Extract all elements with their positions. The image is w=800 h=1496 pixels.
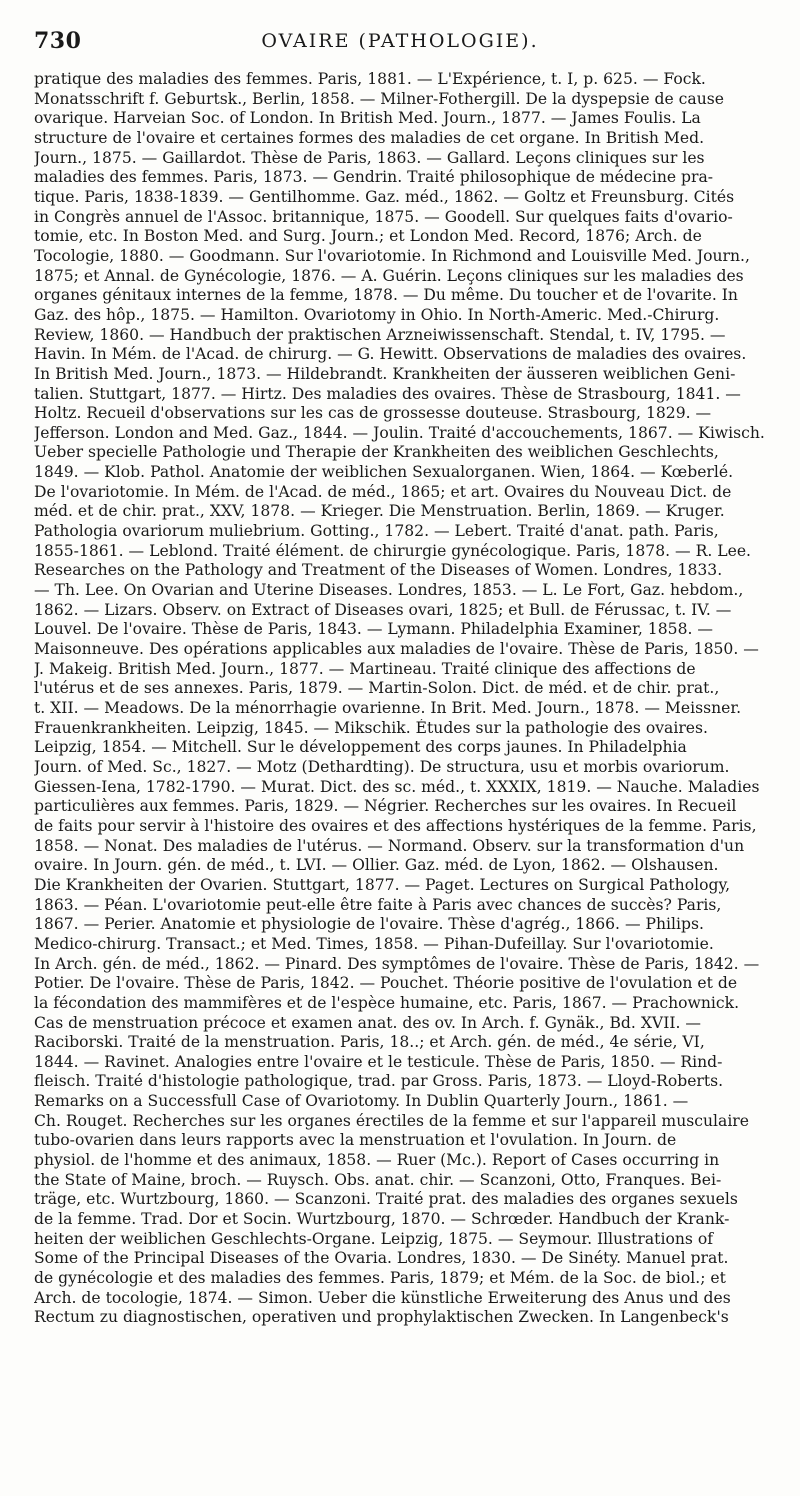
text-line: Havin. In Mém. de l'Acad. de chirurg. — G. Hewitt. Observations de maladies des ovaires. [34,345,747,364]
text-line: particulières aux femmes. Paris, 1829. — Négrier. Recherches sur les ovaires. In Recueil [34,797,737,816]
text-line: Gaz. des hôp., 1875. — Hamilton. Ovariotomy in Ohio. In North-Americ. Med.-Chirurg. [34,305,720,324]
text-line: Remarks on a Successfull Case of Ovariotomy. In Dublin Quarterly Journ., 1861. — [34,1092,689,1111]
text-line: Holtz. Recueil d'observations sur les cas de grossesse douteuse. Strasbourg, 1829. — [34,404,712,423]
text-line: t. XII. — Meadows. De la ménorrhagie ovarienne. In Brit. Med. Journ., 1878. — Meissner. [34,699,742,717]
text-line: 1863. — Péan. L'ovariotomie peut-elle être faite à Paris avec chances de succès? Paris, [34,895,722,914]
text-line: Frauenkrankheiten. Leipzig, 1845. — Mikschik. Études sur la pathologie des ovaires. [34,718,708,737]
text-line: Giessen-Iena, 1782-1790. — Murat. Dict. des sc. méd., t. XXXIX, 1819. — Nauche. Maladies [34,777,760,796]
text-line: 1858. — Nonat. Des maladies de l'utérus. — Normand. Observ. sur la transformation d'un [34,836,745,855]
text-line: 1844. — Ravinet. Analogies entre l'ovaire et le testicule. Thèse de Paris, 1850. — Rind- [34,1052,723,1071]
text-line: J. Makeig. British Med. Journ., 1877. — Martineau. Traité clinique des affections de [34,659,696,678]
page-number: 730 [34,28,82,54]
text-line: heiten der weiblichen Geschlechts-Organe. Leipzig, 1875. — Seymour. Illustrations of [34,1229,713,1248]
text-line: Review, 1860. — Handbuch der praktischen Arzneiwissenschaft. Stendal, t. IV, 1795. — [34,325,726,344]
text-line: de gynécologie et des maladies des femmes. Paris, 1879; et Mém. de la Soc. de biol.; et [34,1269,726,1288]
text-line: 1875; et Annal. de Gynécologie, 1876. — A. Guérin. Leçons cliniques sur les maladies des [34,266,744,285]
text-line: the State of Maine, broch. — Ruysch. Obs. anat. chir. — Scanzoni, Otto, Franques. Bei- [34,1170,722,1189]
text-line: tique. Paris, 1838-1839. — Gentilhomme. Gaz. méd., 1862. — Goltz et Freunsburg. Cités [34,187,735,206]
text-line: Monatsschrift f. Geburtsk., Berlin, 1858. — Milner-Fothergill. De la dyspepsie de cause [34,89,724,108]
text-line: in Congrès annuel de l'Assoc. britannique, 1875. — Goodell. Sur quelques faits d'ovario- [34,207,733,226]
text-line: ovaire. In Journ. gén. de méd., t. LVI. — Ollier. Gaz. méd. de Lyon, 1862. — Olshausen. [34,856,719,875]
text-line: De l'ovariotomie. In Mém. de l'Acad. de méd., 1865; et art. Ovaires du Nouveau Dict. de [34,482,732,501]
text-line: Journ., 1875. — Gaillardot. Thèse de Paris, 1863. — Gallard. Leçons cliniques sur les [34,148,705,167]
text-line: pratique des maladies des femmes. Paris, 1881. — L'Expérience, t. I, p. 625. — Fock. [34,70,706,88]
text-line: Cas de menstruation précoce et examen anat. des ov. In Arch. f. Gynäk., Bd. XVII. — [34,1013,702,1032]
page-header [34,28,766,62]
text-line: tubo-ovarien dans leurs rapports avec la menstruation et l'ovulation. In Journ. de [34,1131,677,1150]
text-line: Raciborski. Traité de la menstruation. Paris, 18..; et Arch. gén. de méd., 4e série, VI, [34,1033,705,1052]
text-line: träge, etc. Wurtzbourg, 1860. — Scanzoni. Traité prat. des maladies des organes sexuels [34,1190,738,1209]
text-line: Leipzig, 1854. — Mitchell. Sur le développement des corps jaunes. In Philadelphia [34,738,687,757]
text-line: la fécondation des mammifères et de l'espèce humaine, etc. Paris, 1867. — Prachownick. [34,993,740,1012]
text-line: Researches on the Pathology and Treatment of the Diseases of Women. Londres, 1833. [34,561,723,580]
text-line: méd. et de chir. prat., XXV, 1878. — Krieger. Die Menstruation. Berlin, 1869. — Kruger. [34,502,725,521]
text-line: 1867. — Perier. Anatomie et physiologie de l'ovaire. Thèse d'agrég., 1866. — Philips. [34,915,704,934]
text-line: 1849. — Klob. Pathol. Anatomie der weiblichen Sexualorganen. Wien, 1864. — Kœberlé. [34,463,734,482]
bibliography-text [34,70,770,1328]
text-line: ovarique. Harveian Soc. of London. In British Med. Journ., 1877. — James Foulis. La [34,109,701,128]
text-line: organes génitaux internes de la femme, 1878. — Du même. Du toucher et de l'ovarite. In [34,286,738,305]
text-line: l'utérus et de ses annexes. Paris, 1879. — Martin-Solon. Dict. de méd. et de chir. prat., [34,679,720,698]
running-head: OVAIRE (PATHOLOGIE). [261,30,539,52]
text-line: Die Krankheiten der Ovarien. Stuttgart, 1877. — Paget. Lectures on Surgical Pathology, [34,875,731,894]
text-line: tomie, etc. In Boston Med. and Surg. Journ.; et London Med. Record, 1876; Arch. de [34,227,702,246]
text-line: Ch. Rouget. Recherches sur les organes érectiles de la femme et sur l'appareil musculaire [34,1111,749,1130]
text-line: Ueber specielle Pathologie und Therapie der Krankheiten des weiblichen Geschlechts, [34,443,719,462]
text-line: maladies des femmes. Paris, 1873. — Gendrin. Traité philosophique de médecine pra- [34,168,714,187]
text-line: Tocologie, 1880. — Goodmann. Sur l'ovariotomie. In Richmond and Louisville Med. Journ., [34,246,750,265]
text-line: 1855-1861. — Leblond. Traité élément. de chirurgie gynécologique. Paris, 1878. — R. Lee. [34,541,752,560]
text-line: — Th. Lee. On Ovarian and Uterine Diseases. Londres, 1853. — L. Le Fort, Gaz. hebdom., [34,581,744,600]
text-line: talien. Stuttgart, 1877. — Hirtz. Des maladies des ovaires. Thèse de Strasbourg, 1841. — [34,384,741,403]
text-line: In Arch. gén. de méd., 1862. — Pinard. Des symptômes de l'ovaire. Thèse de Paris, 1842. — [34,954,760,973]
text-line: Pathologia ovariorum muliebrium. Gotting., 1782. — Lebert. Traité d'anat. path. Paris, [34,522,719,541]
text-line: Arch. de tocologie, 1874. — Simon. Ueber die künstliche Erweiterung des Anus und des [34,1288,731,1307]
text-line: Potier. De l'ovaire. Thèse de Paris, 1842. — Pouchet. Théorie positive de l'ovulation et de [34,974,738,993]
text-line: de la femme. Trad. Dor et Socin. Wurtzbourg, 1870. — Schrœder. Handbuch der Krank- [34,1210,730,1229]
text-line: physiol. de l'homme et des animaux, 1858. — Ruer (Mc.). Report of Cases occurring in [34,1151,720,1170]
text-line: Louvel. De l'ovaire. Thèse de Paris, 1843. — Lymann. Philadelphia Examiner, 1858. — [34,620,713,639]
text-line: Rectum zu diagnostischen, operativen und prophylaktischen Zwecken. In Langenbeck's [34,1308,729,1327]
text-line: Journ. of Med. Sc., 1827. — Motz (Dethardting). De structura, usu et morbis ovariorum. [34,757,730,776]
text-line: 1862. — Lizars. Observ. on Extract of Diseases ovari, 1825; et Bull. de Férussac, t. IV. — [34,600,732,619]
text-line: fleisch. Traité d'histologie pathologique, trad. par Gross. Paris, 1873. — Lloyd-Roberts. [34,1072,724,1091]
text-line: Some of the Principal Diseases of the Ovaria. Londres, 1830. — De Sinéty. Manuel prat. [34,1249,729,1268]
text-line: Jefferson. London and Med. Gaz., 1844. — Joulin. Traité d'accouchements, 1867. — Kiwisch. [34,423,765,442]
text-line: Medico-chirurg. Transact.; et Med. Times, 1858. — Pihan-Dufeillay. Sur l'ovariotomie. [34,934,714,953]
text-line: de faits pour servir à l'histoire des ovaires et des affections hystériques de la femme. Paris, [34,816,757,835]
text-line: structure de l'ovaire et certaines formes des maladies de cet organe. In British Med. [34,128,705,147]
text-line: In British Med. Journ., 1873. — Hildebrandt. Krankheiten der äusseren weiblichen Geni- [34,364,736,383]
text-line: Maisonneuve. Des opérations applicables aux maladies de l'ovaire. Thèse de Paris, 1850. — [34,640,759,659]
